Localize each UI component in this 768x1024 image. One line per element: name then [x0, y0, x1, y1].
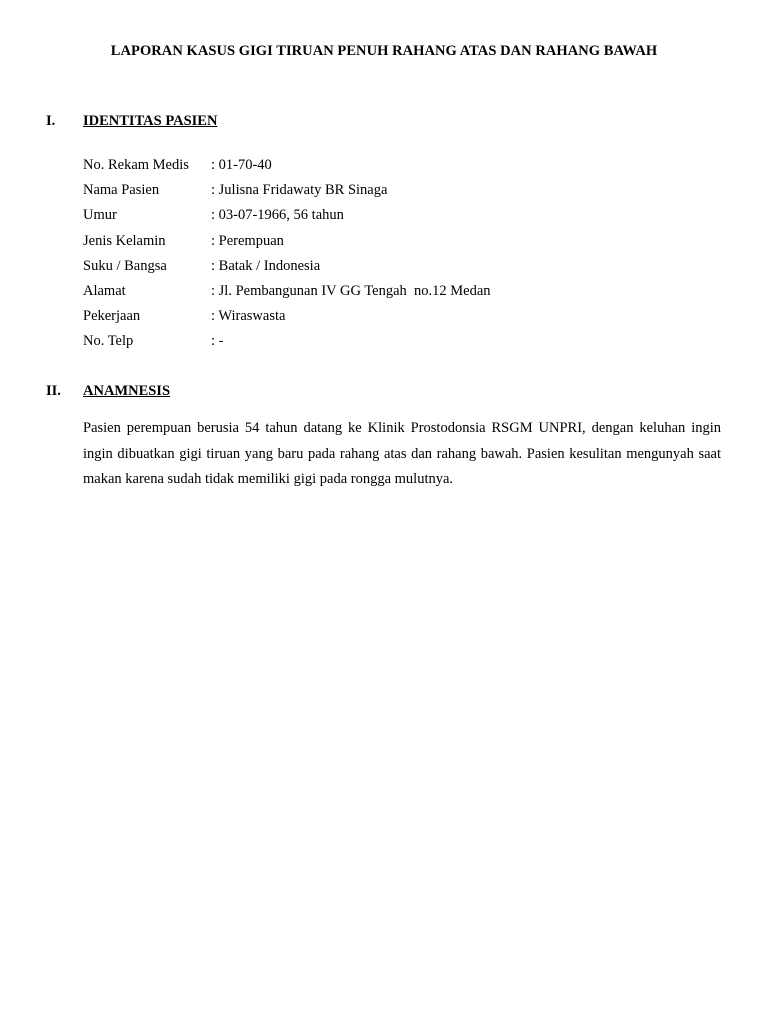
- identity-row-suku-bangsa: [83, 256, 491, 281]
- identity-field-label: No. Telp: [83, 333, 134, 350]
- identity-row-pekerjaan: [83, 306, 491, 331]
- patient-identity-list: [83, 155, 491, 357]
- identity-row-nama-pasien: [83, 180, 491, 205]
- identity-field-value: : 01-70-40: [211, 157, 272, 173]
- section-identitas-heading: [46, 113, 217, 130]
- identity-row-alamat: [83, 281, 491, 306]
- document-title: LAPORAN KASUS GIGI TIRUAN PENUH RAHANG ATAS DAN RAHANG BAWAH: [110, 43, 658, 59]
- section-title: IDENTITAS PASIEN: [83, 113, 218, 129]
- identity-field-value: : Wiraswasta: [211, 308, 286, 325]
- identity-field-value: : Jl. Pembangunan IV GG Tengah no.12 Medan: [211, 282, 491, 299]
- identity-field-label: Pekerjaan: [83, 308, 141, 325]
- identity-row-jenis-kelamin: [83, 231, 491, 256]
- section-anamnesis-heading: [46, 383, 170, 400]
- identity-field-value: : Perempuan: [211, 232, 284, 249]
- anamnesis-paragraph: Pasien perempuan berusia 54 tahun datang ke Klinik Prostodonsia RSGM UNPRI, dengan keluhan ingin ingin dibuatkan gigi tiruan yang baru pada rahang atas dan rahang bawah. Pasien kesulitan mengunyah saat makan karena sudah tidak memiliki gigi pada rongga mulutnya.: [83, 420, 721, 487]
- identity-row-umur: [83, 205, 491, 230]
- identity-row-no-telp: [83, 331, 491, 356]
- identity-field-value: : Batak / Indonesia: [211, 257, 321, 274]
- identity-field-label: Suku / Bangsa: [83, 257, 167, 274]
- identity-field-label: Jenis Kelamin: [83, 232, 166, 249]
- identity-row-rekam-medis: [83, 155, 491, 180]
- section-number: II.: [46, 383, 61, 399]
- identity-field-label: No. Rekam Medis: [83, 157, 189, 173]
- identity-field-value: : -: [211, 333, 224, 350]
- identity-field-label: Nama Pasien: [83, 182, 160, 199]
- identity-field-label: Umur: [83, 207, 117, 224]
- section-number: I.: [46, 113, 56, 129]
- identity-field-value: : Julisna Fridawaty BR Sinaga: [211, 182, 388, 199]
- identity-field-value: : 03-07-1966, 56 tahun: [211, 207, 344, 224]
- identity-field-label: Alamat: [83, 282, 126, 299]
- section-title: ANAMNESIS: [83, 383, 171, 399]
